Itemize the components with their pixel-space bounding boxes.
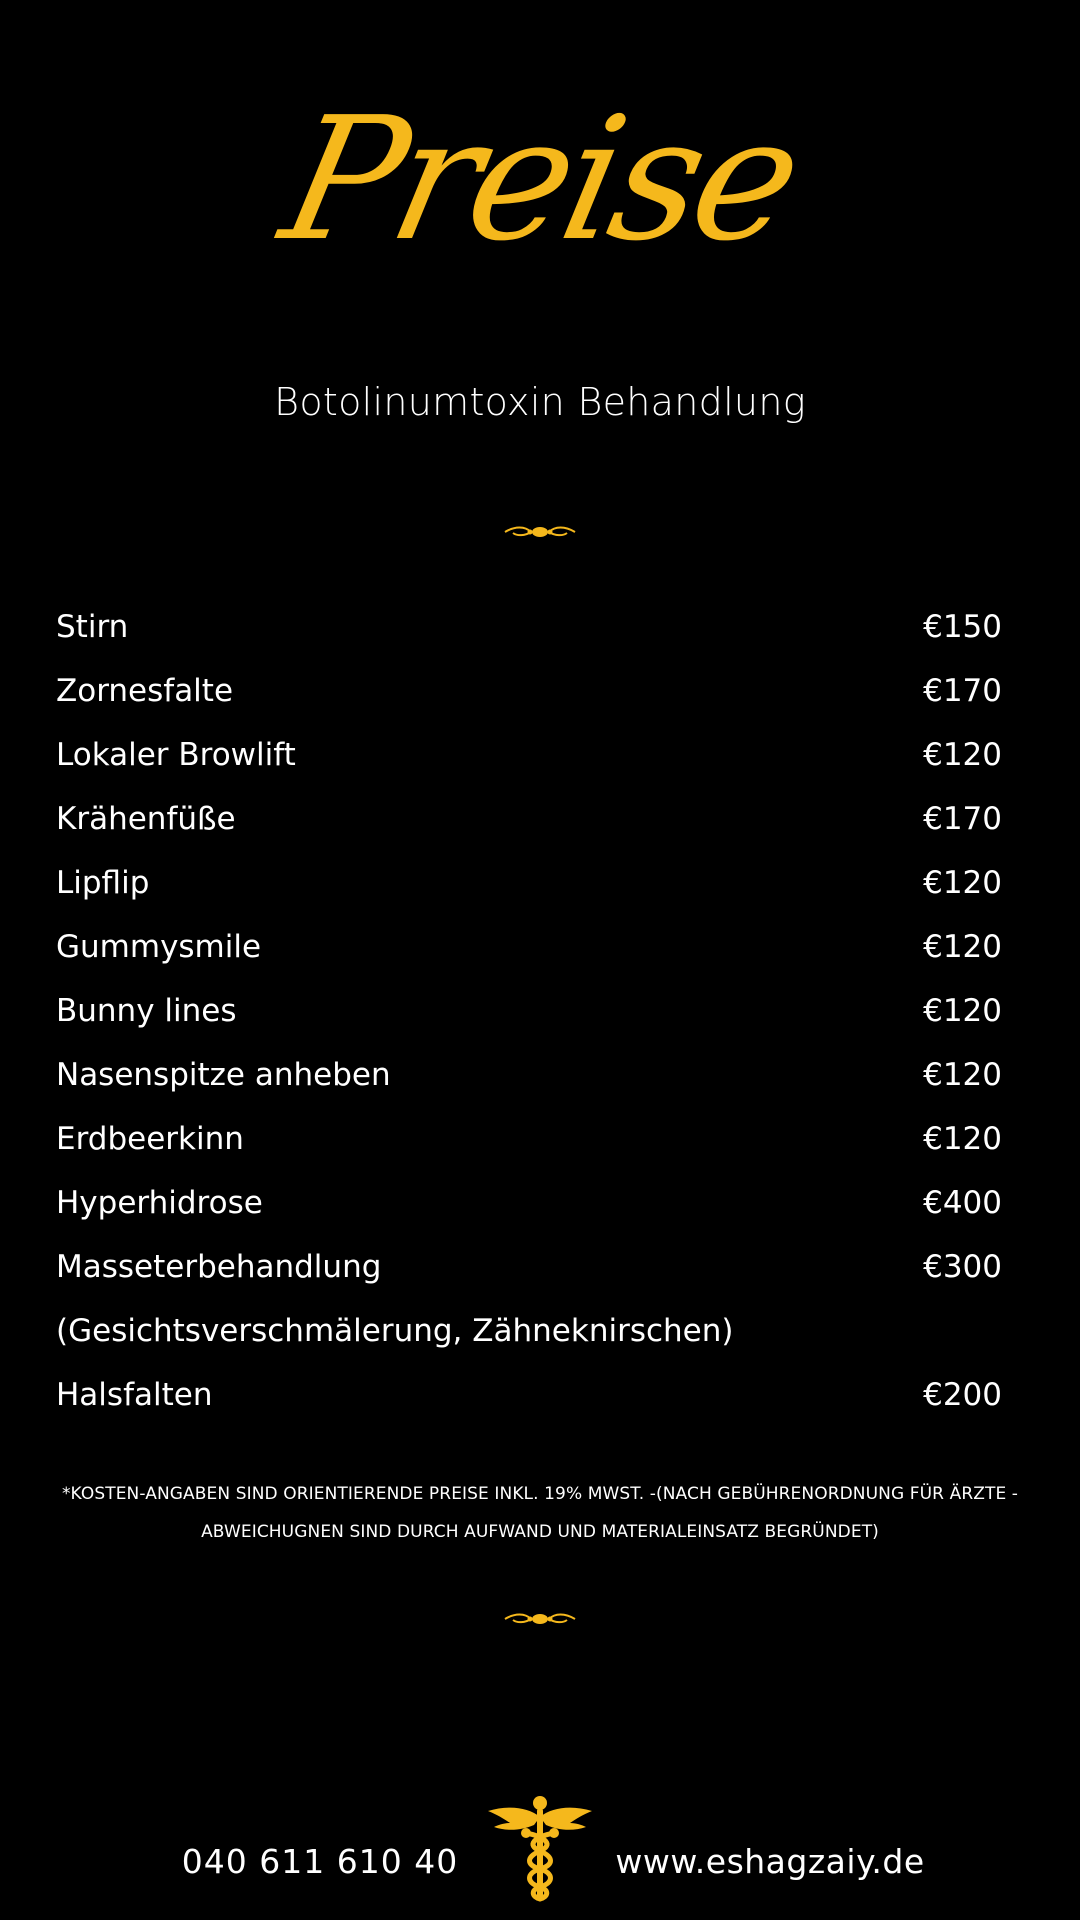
disclaimer-line-1: *KOSTEN-ANGABEN SIND ORIENTIERENDE PREISE INKL. 19% MWST. -(NACH GEBÜHRENORDNUNG FÜR ÄRZTE - [61,1484,1019,1504]
price-row [56,595,1002,659]
caduceus-icon [484,1793,596,1903]
footer-website-link[interactable]: www.eshagzaiy.de [615,1842,925,1881]
treatment-price: €170 [923,801,1002,837]
price-row [56,787,1002,851]
price-disclaimer [40,1475,1040,1551]
treatment-price: €170 [923,673,1002,709]
treatment-name: Lokaler Browlift [56,737,296,773]
treatment-name: Masseterbehandlung [56,1249,382,1285]
treatment-price: €120 [923,993,1002,1029]
treatment-price: €120 [923,737,1002,773]
treatment-name: Bunny lines [56,993,237,1029]
price-row [56,979,1002,1043]
treatment-price: €120 [923,1121,1002,1157]
price-row-note [56,1299,1002,1363]
treatment-name: Stirn [56,609,129,645]
page-title: Preise [267,81,813,279]
treatment-note: (Gesichtsverschmälerung, Zähneknirschen) [56,1313,734,1349]
treatment-name: Nasenspitze anheben [56,1057,391,1093]
treatment-price: €300 [923,1249,1002,1285]
treatment-name: Hyperhidrose [56,1185,263,1221]
treatment-name: Gummysmile [56,929,262,965]
treatment-price: €400 [923,1185,1002,1221]
price-row [56,1043,1002,1107]
disclaimer-line-2: ABWEICHUGNEN SIND DURCH AUFWAND UND MATERIALEINSATZ BEGRÜNDET) [201,1522,879,1542]
treatment-price: €120 [923,929,1002,965]
price-row [56,1107,1002,1171]
treatment-price: €200 [923,1377,1002,1413]
price-row [56,659,1002,723]
treatment-price: €120 [923,1057,1002,1093]
price-row [56,723,1002,787]
treatment-name: Halsfalten [56,1377,213,1413]
treatment-price: €120 [923,865,1002,901]
page-subtitle: Botolinumtoxin Behandlung [274,380,806,424]
ornament-divider-bottom [175,1607,905,1631]
treatment-name: Erdbeerkinn [56,1121,244,1157]
price-list [56,595,1002,1427]
price-row [56,1235,1002,1299]
treatment-name: Lipflip [56,865,150,901]
treatment-price: €150 [923,609,1002,645]
ornament-divider-top [175,520,905,544]
treatment-name: Krähenfüße [56,801,236,837]
treatment-name: Zornesfalte [56,673,234,709]
footer-phone[interactable]: 040 611 610 40 [181,1842,459,1881]
price-row [56,915,1002,979]
price-row [56,1171,1002,1235]
price-row [56,1363,1002,1427]
price-row [56,851,1002,915]
